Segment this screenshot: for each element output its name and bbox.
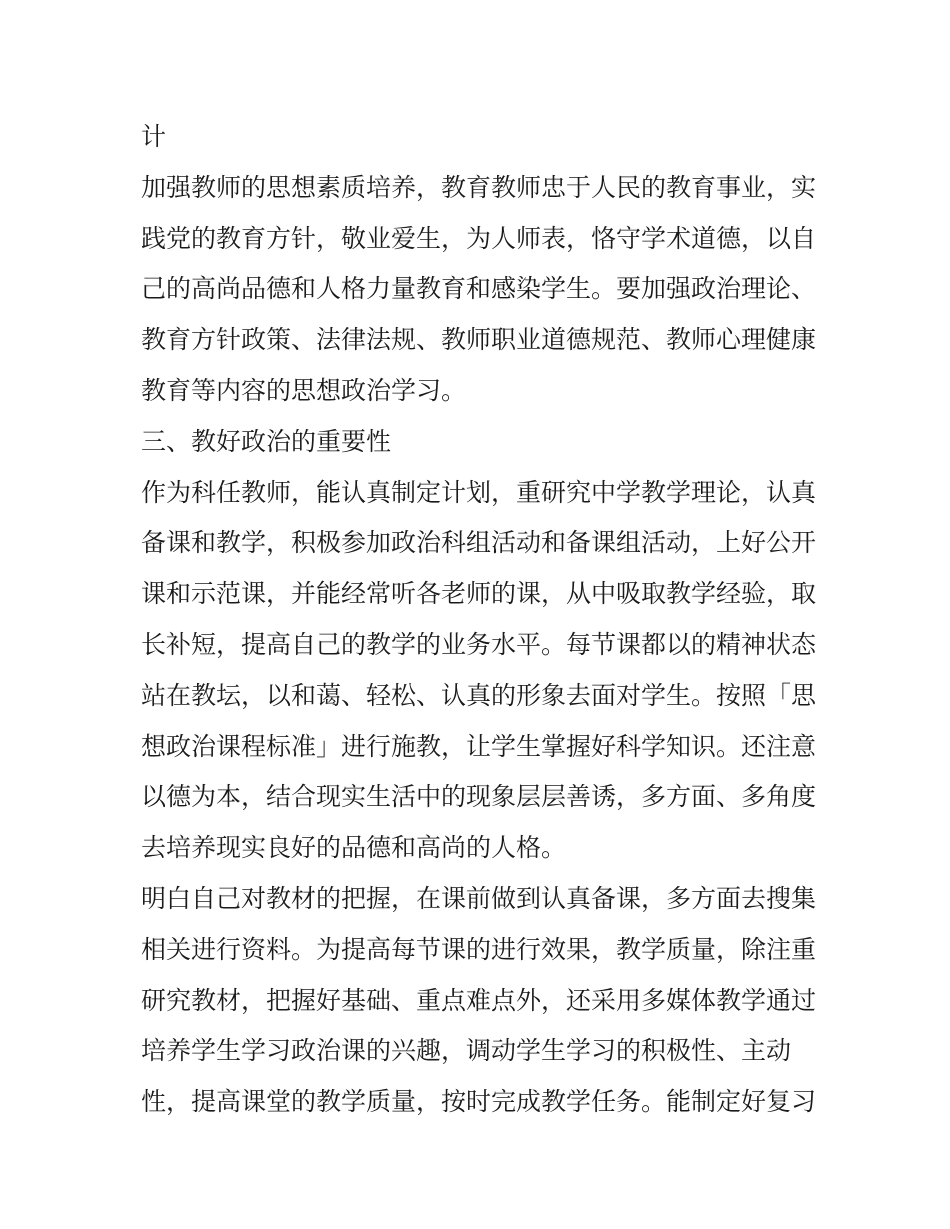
text-line: 己的高尚品德和人格力量教育和感染学生。要加强政治理论、 [141, 274, 817, 304]
text-line: 长补短，提高自己的教学的业务水平。每节课都以的精神状态 [141, 629, 817, 659]
text-line: 性，提高课堂的教学质量，按时完成教学任务。能制定好复习 [141, 1087, 817, 1117]
text-line: 明白自己对教材的把握，在课前做到认真备课，多方面去搜集 [141, 883, 817, 913]
document-body [141, 112, 817, 1128]
section-heading: 三、教好政治的重要性 [141, 426, 392, 456]
text-line: 以德为本，结合现实生活中的现象层层善诱，多方面、多角度 [141, 782, 817, 812]
text-line: 培养学生学习政治课的兴趣，调动学生学习的积极性、主动 [141, 1036, 792, 1066]
text-line: 想政治课程标准」进行施教，让学生掌握好科学知识。还注意 [141, 731, 817, 761]
text-line: 研究教材，把握好基础、重点难点外，还采用多媒体教学通过 [141, 985, 817, 1015]
text-line: 加强教师的思想素质培养，教育教师忠于人民的教育事业，实 [141, 172, 817, 202]
text-line: 教育方针政策、法律法规、教师职业道德规范、教师心理健康 [141, 325, 817, 355]
text-line: 践党的教育方针，敬业爱生，为人师表，恪守学术道德，以自 [141, 223, 817, 253]
text-line: 教育等内容的思想政治学习。 [141, 375, 467, 405]
text-line: 去培养现实良好的品德和高尚的人格。 [141, 833, 567, 863]
text-line: 站在教坛，以和蔼、轻松、认真的形象去面对学生。按照「思 [141, 680, 817, 710]
text-line: 计 [141, 122, 167, 151]
text-line: 课和示范课，并能经常听各老师的课，从中吸取教学经验，取 [141, 579, 817, 609]
text-line: 备课和教学，积极参加政治科组活动和备课组活动，上好公开 [141, 528, 817, 558]
text-line: 相关进行资料。为提高每节课的进行效果，教学质量，除注重 [141, 934, 817, 964]
text-line: 作为科任教师，能认真制定计划，重研究中学教学理论，认真 [141, 477, 817, 507]
